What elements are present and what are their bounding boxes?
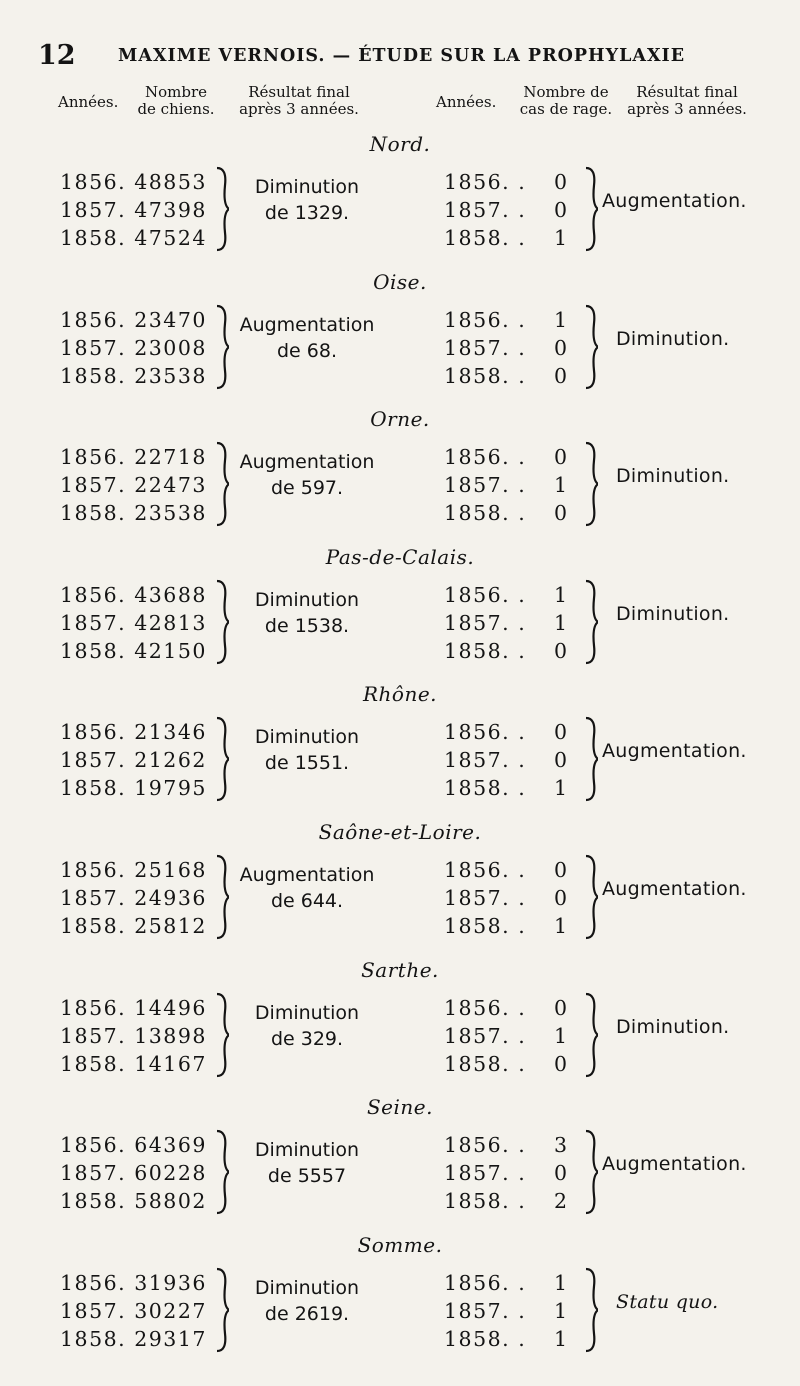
rabies-count-row	[444, 638, 569, 663]
year: 1856. .	[444, 1133, 527, 1158]
rabies-count: 0	[554, 198, 569, 222]
header-resultat-left	[232, 84, 366, 118]
brace-right	[586, 304, 598, 394]
rabies-count-row	[444, 1023, 569, 1048]
brace-left	[217, 716, 229, 806]
year: 1856. .	[444, 995, 527, 1020]
year: 1856.	[60, 445, 127, 470]
dog-result-line: de 1538.	[264, 614, 350, 637]
year: 1856.	[60, 720, 127, 745]
rabies-count-row	[444, 858, 569, 882]
department-name: Rhône.	[362, 682, 438, 707]
year: 1856. .	[444, 1270, 527, 1295]
header-annees-left: Années.	[58, 93, 119, 111]
dog-result-line: Augmentation	[239, 864, 375, 886]
rabies-count: 0	[554, 720, 569, 745]
department-name: Oise.	[373, 269, 427, 294]
brace-right	[586, 441, 598, 531]
brace-left	[217, 304, 229, 394]
rabies-count-row	[444, 445, 569, 470]
rabies-count: 1	[554, 914, 569, 938]
rabies-count: 0	[554, 638, 569, 663]
year: 1857. .	[444, 1023, 527, 1048]
year: 1857. .	[444, 886, 527, 910]
dog-result-line: de 68.	[276, 339, 337, 362]
dog-count: 30227	[134, 1298, 207, 1323]
header-line: après 3 années.	[627, 100, 747, 118]
page-number: 12	[38, 40, 76, 71]
brace-left	[217, 166, 229, 256]
rabies-count: 2	[554, 1189, 569, 1214]
dog-count-row	[60, 170, 207, 194]
dog-count: 47398	[134, 198, 207, 222]
rabies-count-row	[444, 170, 569, 194]
year: 1858.	[60, 1051, 127, 1076]
dog-count: 14496	[134, 995, 207, 1020]
rabies-count-row	[444, 914, 569, 938]
year: 1857.	[60, 1298, 127, 1323]
dog-count-row	[60, 583, 207, 607]
rabies-count-row	[444, 748, 569, 773]
dog-result-line: Diminution	[254, 1001, 360, 1024]
rabies-result: Diminution.	[616, 465, 730, 488]
column-headers	[0, 84, 800, 126]
brace-right	[586, 992, 598, 1082]
dog-result-line: Diminution	[254, 1276, 360, 1299]
dog-count-row	[60, 639, 207, 663]
year: 1858.	[60, 226, 127, 250]
year: 1858. .	[444, 1326, 527, 1351]
dog-count: 58802	[134, 1189, 207, 1214]
year: 1856.	[60, 858, 127, 882]
brace-right	[586, 854, 598, 944]
year: 1858. .	[444, 226, 527, 250]
dog-count: 29317	[134, 1326, 207, 1351]
dog-count-row	[60, 858, 207, 882]
dog-result-line: Diminution	[254, 588, 360, 611]
rabies-count: 0	[554, 748, 569, 773]
dog-count-row	[60, 1133, 207, 1157]
dog-count: 23538	[134, 363, 207, 388]
rabies-count-row	[444, 473, 569, 498]
rabies-count-row	[444, 1133, 569, 1158]
header-line: après 3 années.	[239, 100, 359, 118]
dog-count: 23470	[134, 307, 207, 332]
year: 1857. .	[444, 198, 527, 222]
dog-count: 42813	[134, 610, 207, 635]
year: 1856.	[60, 170, 127, 194]
dog-count: 42150	[134, 638, 207, 663]
dog-result-line: de 2619.	[264, 1302, 350, 1325]
running-head	[38, 40, 758, 72]
year: 1858. .	[444, 638, 527, 663]
year: 1856.	[60, 582, 127, 607]
header-line: Nombre	[144, 83, 208, 101]
dog-count: 22718	[134, 445, 207, 470]
dog-count-row	[60, 501, 207, 525]
rabies-count-row	[444, 335, 569, 360]
dog-count-row	[60, 1299, 207, 1323]
header-line: de chiens.	[137, 100, 215, 118]
brace-right	[586, 1129, 598, 1219]
year: 1857.	[60, 198, 127, 222]
dog-count: 23538	[134, 501, 207, 526]
rabies-count: 1	[554, 776, 569, 801]
brace-left	[217, 1129, 229, 1219]
rabies-count-row	[444, 610, 569, 635]
rabies-count: 1	[554, 307, 569, 332]
rabies-count: 3	[554, 1133, 569, 1158]
rabies-count-row	[444, 198, 569, 222]
year: 1858. .	[444, 914, 527, 938]
rabies-count-row	[444, 582, 569, 607]
rabies-count-row	[444, 1270, 569, 1295]
dog-count: 48853	[134, 170, 207, 194]
year: 1858.	[60, 914, 127, 938]
dog-count: 14167	[134, 1051, 207, 1076]
dog-count-row	[60, 1189, 207, 1213]
year: 1857. .	[444, 610, 527, 635]
header-line: Nombre de	[523, 83, 609, 101]
year: 1858.	[60, 776, 127, 801]
dog-count-row	[60, 1052, 207, 1076]
rabies-count: 1	[554, 1298, 569, 1323]
dog-count-row	[60, 226, 207, 250]
rabies-count-row	[444, 720, 569, 745]
dog-result-line: Augmentation	[239, 451, 375, 474]
dog-count-row	[60, 886, 207, 910]
year: 1858. .	[444, 501, 527, 526]
dog-result-line: Diminution	[254, 176, 360, 198]
dog-count: 47524	[134, 226, 207, 250]
year: 1857. .	[444, 748, 527, 773]
year: 1857.	[60, 335, 127, 360]
rabies-count: 0	[554, 363, 569, 388]
header-line: cas de rage.	[519, 100, 613, 118]
year: 1858. .	[444, 363, 527, 388]
dog-count-row	[60, 364, 207, 388]
department-name: Pas-de-Calais.	[325, 544, 475, 569]
year: 1858.	[60, 501, 127, 526]
year: 1856. .	[444, 445, 527, 470]
dog-result	[232, 1275, 382, 1327]
dog-count: 19795	[134, 776, 207, 801]
year: 1858.	[60, 1189, 127, 1214]
dog-count-row	[60, 748, 207, 772]
rabies-count-row	[444, 1161, 569, 1186]
year: 1858. .	[444, 1051, 527, 1076]
dog-result	[232, 449, 382, 501]
dog-count-row	[60, 445, 207, 469]
dog-count-row	[60, 776, 207, 800]
dog-result	[232, 1137, 382, 1189]
brace-right	[586, 716, 598, 806]
year: 1858.	[60, 638, 127, 663]
year: 1857. .	[444, 473, 527, 498]
dog-count-row	[60, 1327, 207, 1351]
dog-result-line: Diminution	[254, 1139, 360, 1162]
rabies-result: Augmentation.	[602, 190, 747, 212]
rabies-count-row	[444, 226, 569, 250]
rabies-count: 0	[554, 170, 569, 194]
rabies-count-row	[444, 501, 569, 526]
rabies-count: 1	[554, 473, 569, 498]
dog-result	[232, 587, 382, 639]
rabies-result: Diminution.	[616, 602, 730, 625]
dog-result-line: de 1551.	[264, 752, 350, 775]
brace-right	[586, 166, 598, 256]
rabies-count-row	[444, 363, 569, 388]
rabies-count: 1	[554, 610, 569, 635]
header-nombre-chiens	[128, 84, 224, 118]
rabies-count: 0	[554, 858, 569, 882]
dog-count-row	[60, 308, 207, 332]
year: 1858. .	[444, 776, 527, 801]
dog-result	[232, 724, 382, 776]
year: 1856.	[60, 1133, 127, 1158]
brace-left	[217, 992, 229, 1082]
year: 1857.	[60, 886, 127, 910]
rabies-count-row	[444, 995, 569, 1020]
rabies-count: 1	[554, 1023, 569, 1048]
dog-result	[232, 312, 382, 364]
rabies-result: Diminution.	[616, 327, 730, 350]
dog-count: 64369	[134, 1133, 207, 1158]
header-annees-right: Années.	[436, 93, 497, 111]
year: 1856. .	[444, 170, 527, 194]
year: 1856. .	[444, 582, 527, 607]
dog-count-row	[60, 611, 207, 635]
dog-count-row	[60, 473, 207, 497]
rabies-count-row	[444, 307, 569, 332]
year: 1857.	[60, 610, 127, 635]
brace-right	[586, 579, 598, 669]
brace-left	[217, 579, 229, 669]
year: 1856. .	[444, 307, 527, 332]
brace-left	[217, 854, 229, 944]
dog-count-row	[60, 1161, 207, 1185]
rabies-count-row	[444, 1189, 569, 1214]
year: 1856.	[60, 995, 127, 1020]
rabies-count-row	[444, 1326, 569, 1351]
dog-count-row	[60, 720, 207, 744]
dog-count-row	[60, 1271, 207, 1295]
dog-result	[232, 1000, 382, 1052]
dog-count-row	[60, 996, 207, 1020]
dog-count: 22473	[134, 473, 207, 498]
year: 1857.	[60, 748, 127, 773]
year: 1858.	[60, 363, 127, 388]
year: 1856.	[60, 1270, 127, 1295]
dog-count: 21262	[134, 748, 207, 773]
dog-count: 60228	[134, 1161, 207, 1186]
year: 1857.	[60, 1023, 127, 1048]
rabies-count: 1	[554, 226, 569, 250]
rabies-count: 0	[554, 445, 569, 470]
dog-count: 23008	[134, 335, 207, 360]
year: 1858.	[60, 1326, 127, 1351]
year: 1858. .	[444, 1189, 527, 1214]
dog-result-line: de 5557	[267, 1165, 347, 1188]
rabies-result: Augmentation.	[602, 740, 747, 763]
rabies-count-row	[444, 1051, 569, 1076]
dog-result	[232, 862, 382, 914]
department-name: Orne.	[370, 407, 430, 432]
rabies-count: 0	[554, 1051, 569, 1076]
year: 1856. .	[444, 858, 527, 882]
dog-count: 43688	[134, 582, 207, 607]
rabies-result: Augmentation.	[602, 878, 747, 900]
dog-count: 21346	[134, 720, 207, 745]
dog-count: 25812	[134, 914, 207, 938]
rabies-count-row	[444, 886, 569, 910]
rabies-result: Augmentation.	[602, 1153, 747, 1176]
dog-count-row	[60, 198, 207, 222]
rabies-count: 1	[554, 582, 569, 607]
rabies-count: 0	[554, 501, 569, 526]
dog-result	[232, 174, 382, 226]
dog-count: 13898	[134, 1023, 207, 1048]
year: 1857.	[60, 473, 127, 498]
dog-result-line: Diminution	[254, 726, 360, 749]
department-name: Somme.	[357, 1232, 443, 1257]
rabies-count: 0	[554, 1161, 569, 1186]
header-resultat-right	[620, 84, 754, 118]
running-head-title: MAXIME VERNOIS. — ÉTUDE SUR LA PROPHYLAXIE	[118, 46, 686, 66]
rabies-count: 0	[554, 886, 569, 910]
header-line: Résultat final	[248, 83, 350, 101]
rabies-result: Statu quo.	[616, 1290, 719, 1313]
dog-result-line: de 597.	[270, 477, 344, 500]
dog-result-line: de 329.	[270, 1027, 344, 1050]
rabies-count-row	[444, 1298, 569, 1323]
header-line: Résultat final	[636, 83, 738, 101]
department-name: Nord.	[369, 132, 431, 156]
dog-count: 25168	[134, 858, 207, 882]
rabies-result: Diminution.	[616, 1015, 730, 1038]
dog-result-line: de 644.	[270, 890, 344, 912]
dog-count-row	[60, 914, 207, 938]
dog-count: 31936	[134, 1270, 207, 1295]
dog-result-line: Augmentation	[239, 313, 375, 336]
department-name: Saône-et-Loire.	[318, 820, 482, 844]
year: 1856. .	[444, 720, 527, 745]
department-name: Sarthe.	[361, 957, 439, 982]
dog-result-line: de 1329.	[264, 202, 350, 224]
year: 1857. .	[444, 1298, 527, 1323]
brace-left	[217, 441, 229, 531]
department-name: Seine.	[366, 1095, 433, 1120]
rabies-count: 0	[554, 335, 569, 360]
year: 1856.	[60, 307, 127, 332]
header-nombre-rage	[508, 84, 624, 118]
brace-right	[586, 1267, 598, 1357]
year: 1857. .	[444, 1161, 527, 1186]
rabies-count: 0	[554, 995, 569, 1020]
rabies-count: 1	[554, 1326, 569, 1351]
dog-count-row	[60, 336, 207, 360]
dog-count: 24936	[134, 886, 207, 910]
dog-count-row	[60, 1024, 207, 1048]
rabies-count-row	[444, 776, 569, 801]
year: 1857. .	[444, 335, 527, 360]
rabies-count: 1	[554, 1270, 569, 1295]
brace-left	[217, 1267, 229, 1357]
year: 1857.	[60, 1161, 127, 1186]
